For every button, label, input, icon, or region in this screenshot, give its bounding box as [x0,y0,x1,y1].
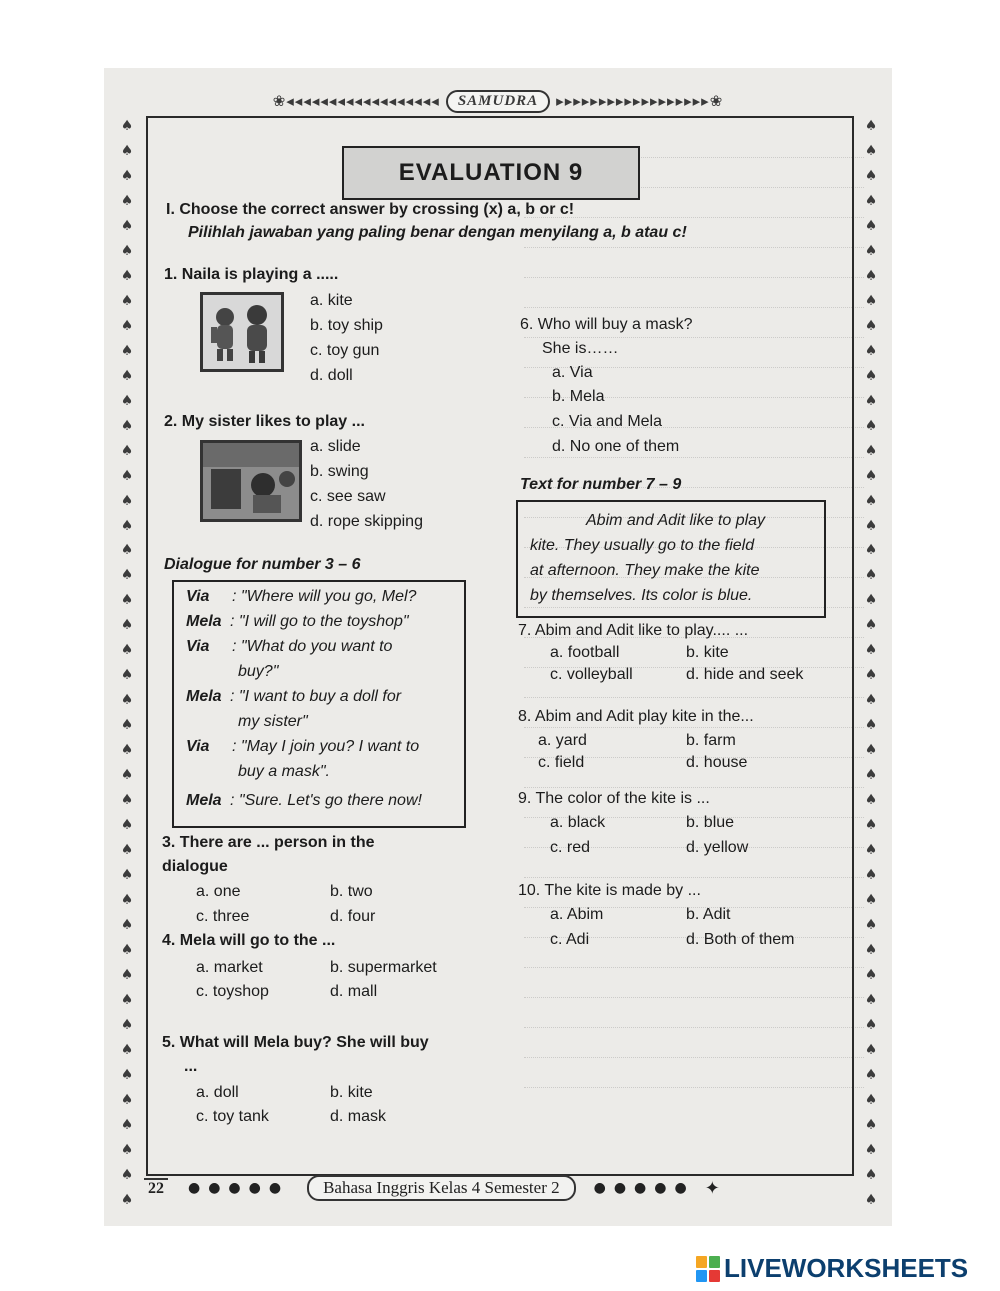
q6-option-d[interactable]: d. No one of them [552,438,680,455]
question-8: 8. Abim and Adit play kite in the... [518,708,754,725]
question-5-cont: ... [184,1058,198,1075]
q2-option-c[interactable]: c. see saw [310,488,386,505]
q9-option-b[interactable]: b. blue [686,814,735,831]
question-9: 9. The color of the kite is ... [518,790,710,807]
liveworksheets-logo-icon [696,1256,720,1282]
q5-option-d[interactable]: d. mask [330,1108,387,1125]
q2-option-a[interactable]: a. slide [310,438,361,455]
dialogue-heading: Dialogue for number 3 – 6 [164,556,361,573]
publisher-brand: SAMUDRA [446,90,550,113]
q7-option-d[interactable]: d. hide and seek [686,666,804,683]
q10-option-a[interactable]: a. Abim [550,906,604,923]
q3-option-b[interactable]: b. two [330,883,373,900]
q3-option-c[interactable]: c. three [196,908,250,925]
footer-dots-right: ●●●●● [593,1180,695,1196]
toy-bears-picture [200,292,284,372]
dialogue-line: Mela : "I want to buy a doll for [186,688,402,705]
question-6: 6. Who will buy a mask? [520,316,693,333]
section-subheading: Pilihlah jawaban yang paling benar dengan menyilang a, b atau c! [188,224,687,241]
question-10: 10. The kite is made by ... [518,882,701,899]
q9-option-c[interactable]: c. red [550,839,591,856]
q6-option-a[interactable]: a. Via [552,364,593,381]
q8-option-b[interactable]: b. farm [686,732,736,749]
dialogue-box [172,580,466,828]
q9-option-d[interactable]: d. yellow [686,839,749,856]
playground-picture [200,440,302,522]
footer-dots-left: ●●●●● [188,1180,290,1196]
question-1: 1. Naila is playing a ..... [164,266,339,283]
liveworksheets-logo[interactable] [696,1253,968,1284]
reading-text-box [516,500,826,618]
q5-option-a[interactable]: a. doll [196,1084,239,1101]
dialogue-line: buy?" [238,663,279,680]
q6-option-c[interactable]: c. Via and Mela [552,413,662,430]
dialogue-line: Via : "Where will you go, Mel? [186,588,417,605]
q1-option-d[interactable]: d. doll [310,367,353,384]
dialogue-line: my sister" [238,713,308,730]
page-footer [144,1176,852,1200]
dialogue-line: buy a mask". [238,763,330,780]
q10-option-c[interactable]: c. Adi [550,931,590,948]
q5-option-b[interactable]: b. kite [330,1084,373,1101]
q10-option-d[interactable]: d. Both of them [686,931,795,948]
scanned-page [104,68,892,1226]
question-6-stem: She is…… [542,340,619,357]
page-title: EVALUATION 9 [342,146,640,200]
q7-option-c[interactable]: c. volleyball [550,666,633,683]
q10-option-b[interactable]: b. Adit [686,906,731,923]
q2-option-d[interactable]: d. rope skipping [310,513,423,530]
q9-option-a[interactable]: a. black [550,814,606,831]
dialogue-line: Mela : "Sure. Let's go there now! [186,792,422,809]
decorative-top-border: ❀◂◂◂◂◂◂◂◂◂◂◂◂◂◂◂◂◂◂ SAMUDRA ▸▸▸▸▸▸▸▸▸▸▸▸▸▸▸▸▸▸❀ [112,88,884,114]
decorative-right-border: ♠ ♠ ♠ ♠ ♠ ♠ ♠ ♠ ♠ ♠ ♠ ♠ ♠ ♠ ♠ ♠ ♠ ♠ ♠ ♠ ♠ ♠ ♠ ♠ ♠ ♠ ♠ ♠ ♠ ♠ ♠ ♠ ♠ ♠ ♠ ♠ ♠ ♠ ♠ ♠ ♠ ♠ ♠ ♠ [864,118,878,1208]
q4-option-d[interactable]: d. mall [330,983,378,1000]
question-3-cont: dialogue [162,858,228,875]
q6-option-b[interactable]: b. Mela [552,388,605,405]
q1-option-b[interactable]: b. toy ship [310,317,383,334]
q1-option-a[interactable]: a. kite [310,292,353,309]
question-4: 4. Mela will go to the ... [162,932,336,949]
reading-line: Abim and Adit like to play [586,512,766,529]
q5-option-c[interactable]: c. toy tank [196,1108,269,1125]
q3-option-a[interactable]: a. one [196,883,241,900]
q1-option-c[interactable]: c. toy gun [310,342,380,359]
q4-option-a[interactable]: a. market [196,959,263,976]
question-3: 3. There are ... person in the [162,834,375,851]
reading-line: by themselves. Its color is blue. [530,587,753,604]
runner-icon: ✦ [704,1177,720,1198]
q7-option-a[interactable]: a. football [550,644,620,661]
question-2: 2. My sister likes to play ... [164,413,365,430]
q8-option-c[interactable]: c. field [538,754,585,771]
page-number: 22 [144,1178,168,1198]
section-heading: I. Choose the correct answer by crossing (x) a, b or c! [166,201,575,218]
dialogue-line: Via : "What do you want to [186,638,393,655]
q8-option-d[interactable]: d. house [686,754,748,771]
q4-option-b[interactable]: b. supermarket [330,959,437,976]
dialogue-line: Mela : "I will go to the toyshop" [186,613,409,630]
reading-line: kite. They usually go to the field [530,537,755,554]
liveworksheets-logo-text: LIVEWORKSHEETS [724,1253,969,1283]
question-5: 5. What will Mela buy? She will buy [162,1034,429,1051]
q4-option-c[interactable]: c. toyshop [196,983,269,1000]
book-title: Bahasa Inggris Kelas 4 Semester 2 [307,1175,576,1201]
question-7: 7. Abim and Adit like to play.... ... [518,622,749,639]
q2-option-b[interactable]: b. swing [310,463,369,480]
text-heading: Text for number 7 – 9 [520,476,682,493]
reading-line: at afternoon. They make the kite [530,562,760,579]
dialogue-line: Via : "May I join you? I want to [186,738,420,755]
q3-option-d[interactable]: d. four [330,908,376,925]
q7-option-b[interactable]: b. kite [686,644,729,661]
q8-option-a[interactable]: a. yard [538,732,587,749]
decorative-left-border: ♠ ♠ ♠ ♠ ♠ ♠ ♠ ♠ ♠ ♠ ♠ ♠ ♠ ♠ ♠ ♠ ♠ ♠ ♠ ♠ ♠ ♠ ♠ ♠ ♠ ♠ ♠ ♠ ♠ ♠ ♠ ♠ ♠ ♠ ♠ ♠ ♠ ♠ ♠ ♠ ♠ ♠ ♠ ♠ [120,118,134,1208]
